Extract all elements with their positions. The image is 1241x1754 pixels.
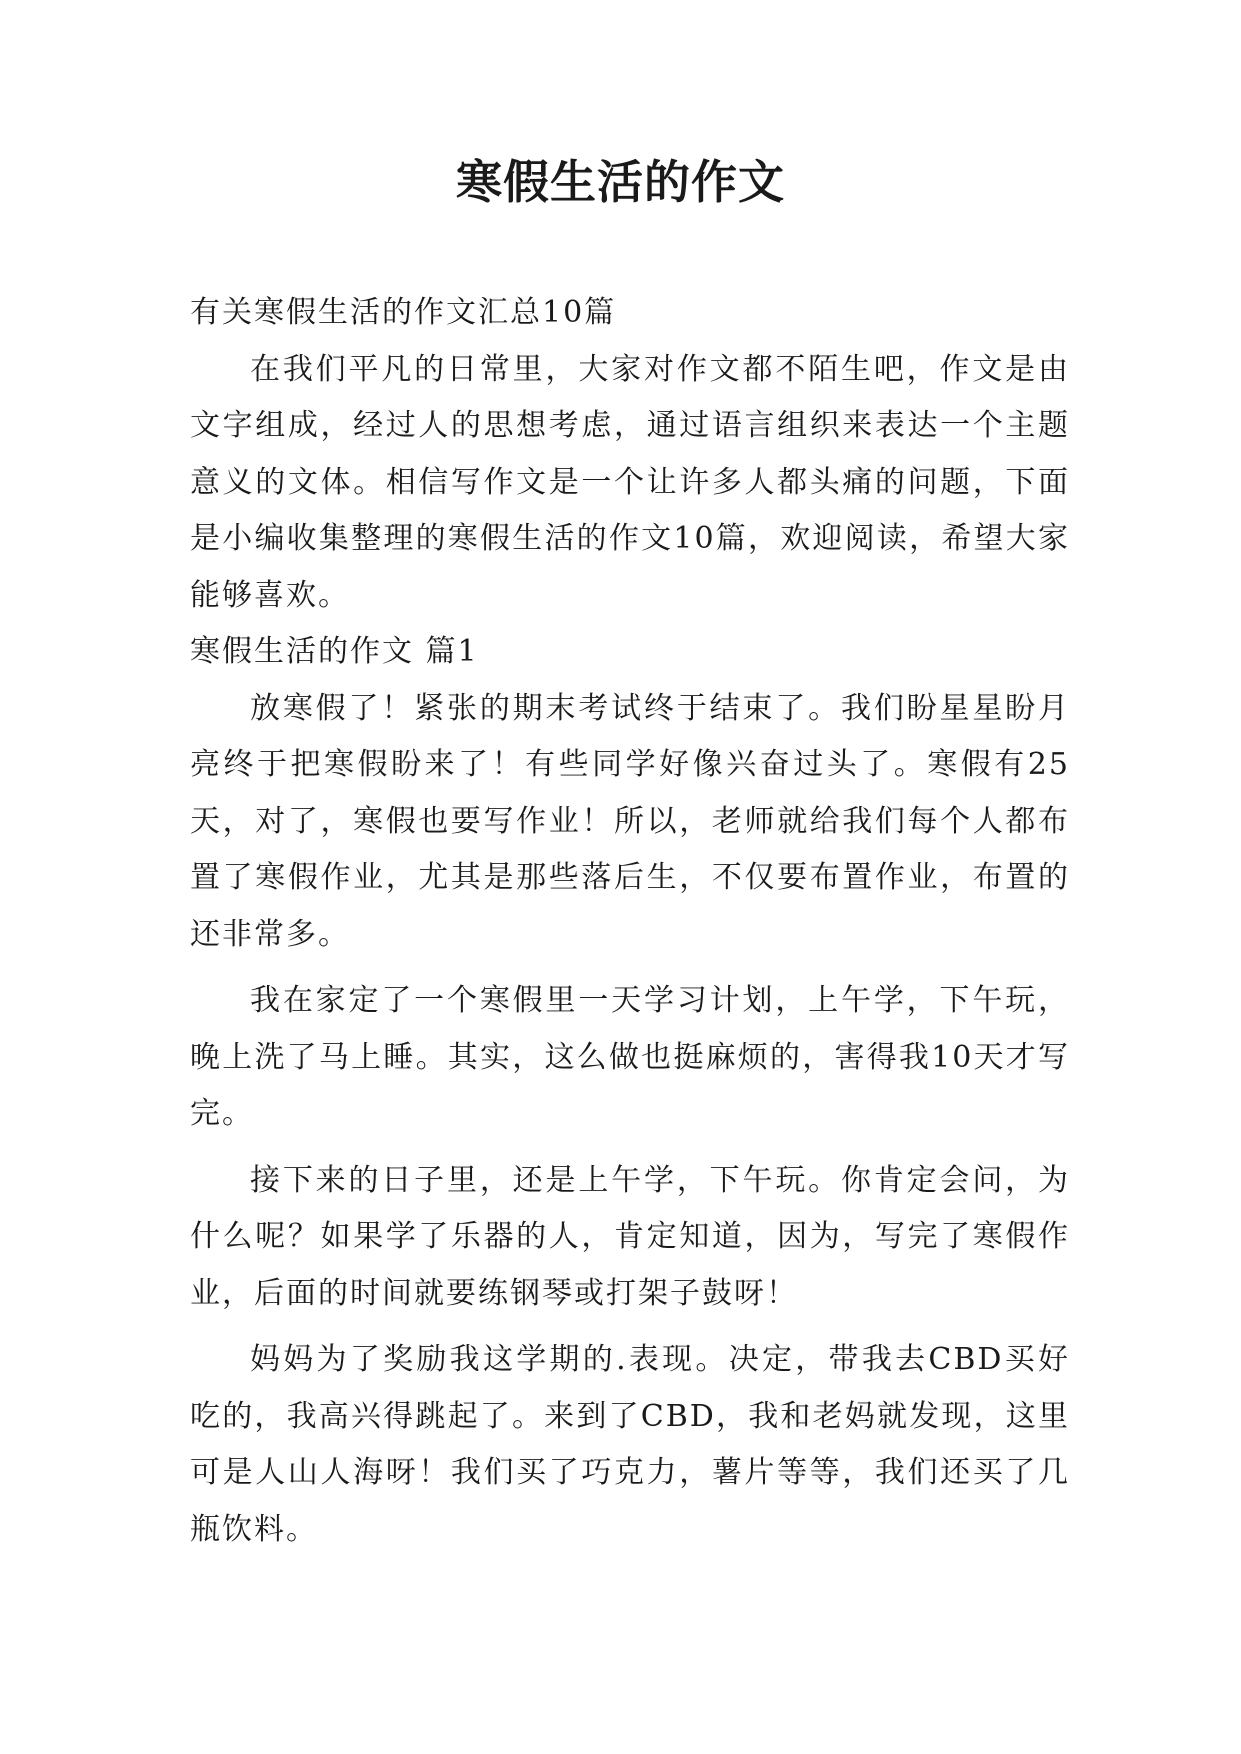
section-heading: 寒假生活的作文 篇1 [190, 634, 479, 669]
body-paragraph-1: 放寒假了！紧张的期末考试终于结束了。我们盼星星盼月亮终于把寒假盼来了！有些同学好像兴奋过头了。寒假有25天，对了，寒假也要写作业！所以，老师就给我们每个人都布置了寒假作业，尤其是那些落后生，不仅要布置作业，布置的还非常多。 [190, 690, 1070, 952]
body-paragraph-2: 我在家定了一个寒假里一天学习计划，上午学，下午玩，晚上洗了马上睡。其实，这么做也挺麻烦的，害得我10天才写完。 [190, 983, 1070, 1131]
body-paragraph-4: 妈妈为了奖励我这学期的.表现。决定，带我去CBD买好吃的，我高兴得跳起了。来到了CBD，我和老妈就发现，这里可是人山人海呀！我们买了巧克力，薯片等等，我们还买了几瓶饮料。 [190, 1342, 1070, 1547]
intro-paragraph: 在我们平凡的日常里，大家对作文都不陌生吧，作文是由文字组成，经过人的思想考虑，通过语言组织来表达一个主题意义的文体。相信写作文是一个让许多人都头痛的问题，下面是小编收集整理的寒假生活的作文10篇，欢迎阅读，希望大家能够喜欢。 [190, 351, 1070, 613]
document-title: 寒假生活的作文 [456, 155, 785, 209]
document-body [190, 285, 1070, 1558]
document-subtitle: 有关寒假生活的作文汇总10篇 [190, 295, 617, 330]
body-paragraph-3: 接下来的日子里，还是上午学，下午玩。你肯定会问，为什么呢？如果学了乐器的人，肯定知道，因为，写完了寒假作业，后面的时间就要练钢琴或打架子鼓呀！ [190, 1162, 1070, 1311]
